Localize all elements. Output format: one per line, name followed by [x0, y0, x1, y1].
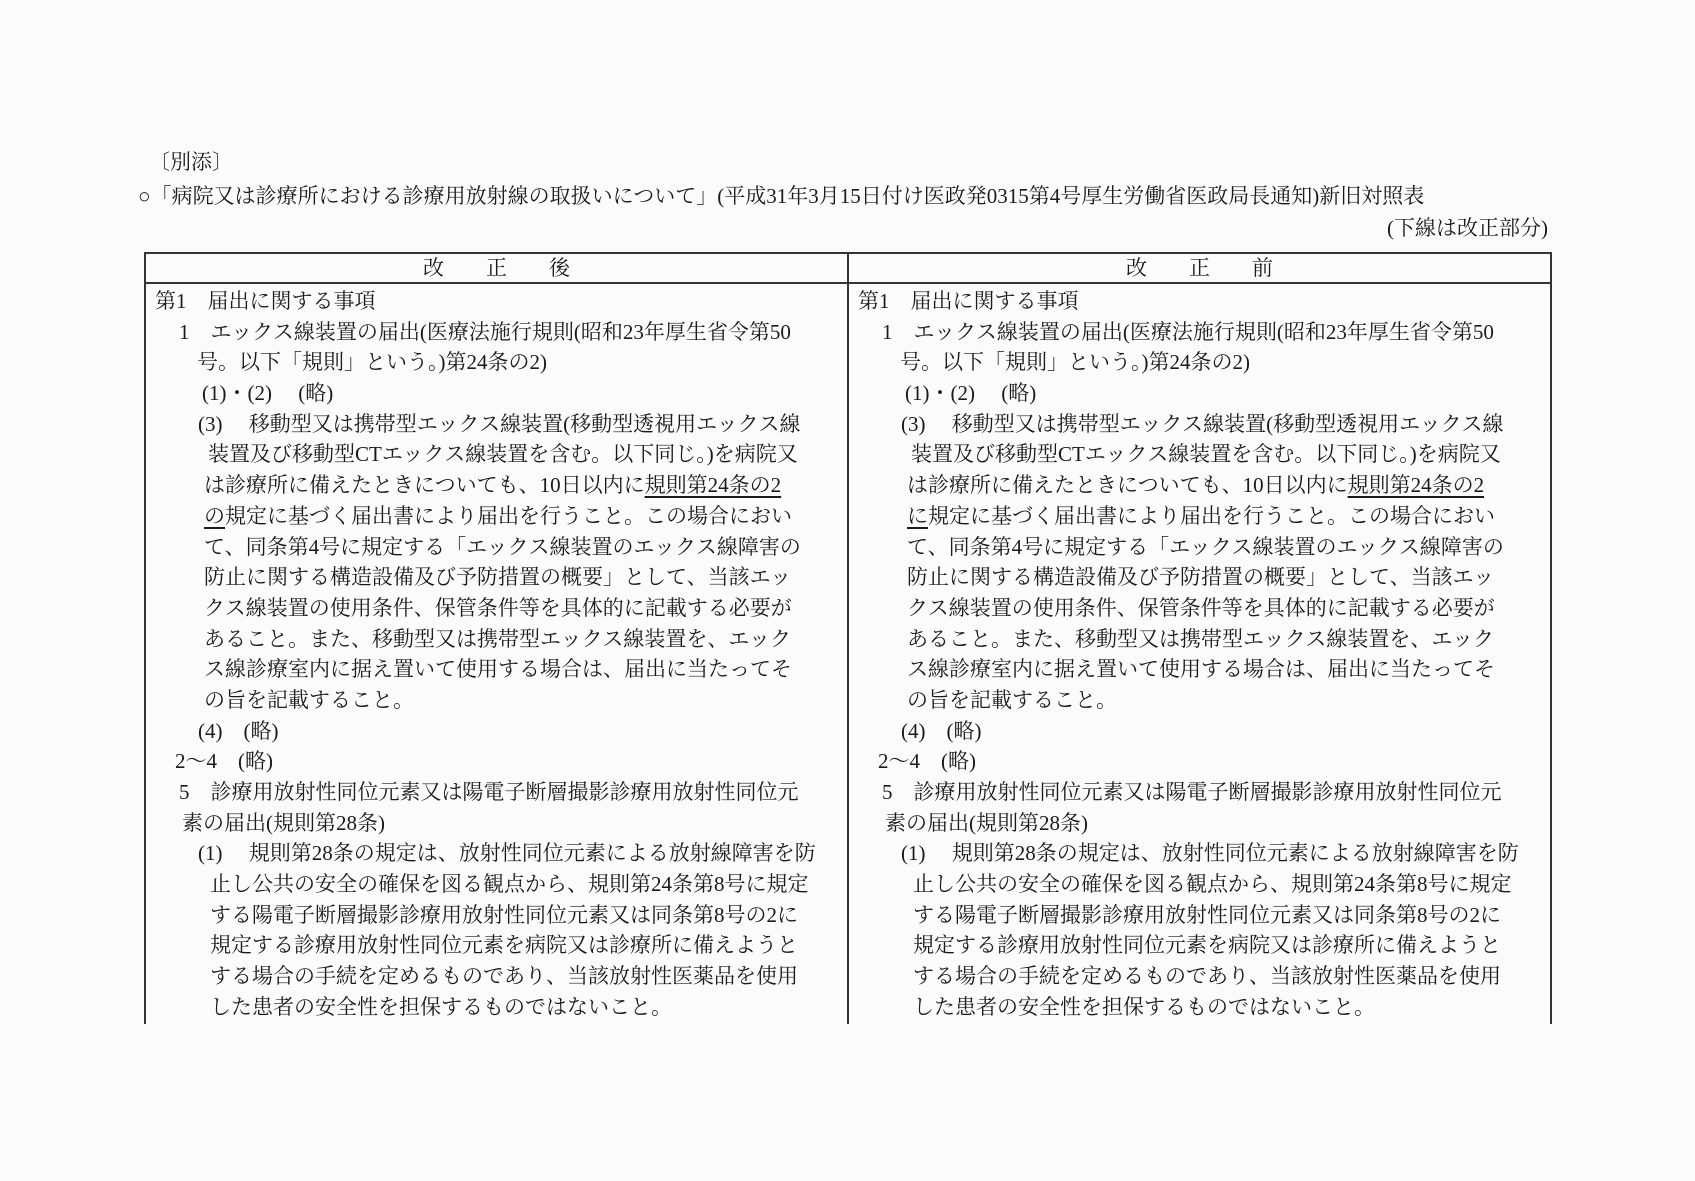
line-text: 規定に基づく届出書により届出を行うこと。この場合におい: [928, 503, 1495, 528]
document-line: [146, 777, 847, 808]
line-text: した患者の安全性を担保するものではないこと。: [210, 994, 672, 1019]
line-text: 2〜4 (略): [878, 749, 976, 774]
document-line: [849, 654, 1550, 685]
document-line: [849, 930, 1550, 961]
line-text: 第1 届出に関する事項: [155, 289, 376, 313]
document-line: [849, 593, 1550, 624]
line-text: する陽電子断層撮影診療用放射性同位元素又は同条第8号の2に: [210, 902, 798, 927]
line-text: (3) 移動型又は携帯型エックス線装置(移動型透視用エックス線: [198, 411, 801, 436]
document-line: [849, 685, 1550, 716]
line-text: て、同条第4号に規定する「エックス線装置のエックス線障害の: [204, 534, 801, 559]
cell-revised-before: [847, 284, 1550, 1024]
document-line: [849, 808, 1550, 839]
line-text: ス線診療室内に据え置いて使用する場合は、届出に当たってそ: [907, 657, 1495, 682]
line-text: (3) 移動型又は携帯型エックス線装置(移動型透視用エックス線: [901, 411, 1504, 436]
line-text: する場合の手続を定めるものであり、当該放射性医薬品を使用: [210, 964, 798, 989]
underline-note: (下線は改正部分): [1387, 216, 1548, 240]
line-text: 装置及び移動型CTエックス線装置を含む。以下同じ。)を病院又: [911, 442, 1501, 467]
document-line: [146, 838, 847, 869]
line-text: 5 診療用放射性同位元素又は陽電子断層撮影診療用放射性同位元: [179, 780, 799, 804]
line-text: クス線装置の使用条件、保管条件等を具体的に記載する必要が: [204, 595, 792, 620]
document-line: [146, 470, 847, 501]
document-line: [146, 286, 847, 317]
document-line: [146, 900, 847, 931]
line-text: (4) (略): [901, 718, 982, 743]
line-text: 1 エックス線装置の届出(医療法施行規則(昭和23年厚生省令第50: [882, 319, 1494, 344]
table-header-row: [146, 254, 1550, 284]
line-text: ス線診療室内に据え置いて使用する場合は、届出に当たってそ: [204, 657, 792, 682]
document-line: [146, 439, 847, 470]
line-text: 止し公共の安全の確保を図る観点から、規則第24条第8号に規定: [913, 872, 1512, 897]
line-text: 素の届出(規則第28条): [885, 810, 1088, 835]
document-line: [146, 317, 847, 348]
table-body-row: [146, 284, 1550, 1024]
document-line: [146, 624, 847, 655]
document-line: [849, 470, 1550, 501]
line-text: 第1 届出に関する事項: [858, 289, 1079, 313]
line-text: あること。また、移動型又は携帯型エックス線装置を、エック: [907, 626, 1494, 651]
document-line: [146, 808, 847, 839]
line-text: (1)・(2) (略): [905, 381, 1037, 406]
document-line: [146, 409, 847, 440]
line-text: あること。また、移動型又は携帯型エックス線装置を、エック: [204, 626, 791, 651]
line-text: 素の届出(規則第28条): [182, 810, 385, 835]
line-text: (1) 規則第28条の規定は、放射性同位元素による放射線障害を防: [198, 841, 816, 866]
document-line: [849, 900, 1550, 931]
document-line: [146, 716, 847, 747]
document-title: ○「病院又は診療所における診療用放射線の取扱いについて」(平成31年3月15日付け医政発0315第4号厚生労働省医政局長通知)新旧対照表: [138, 184, 1425, 208]
document-line: [146, 532, 847, 563]
header-revised-before: 改 正 前: [847, 254, 1550, 282]
document-line: [849, 869, 1550, 900]
document-line: [849, 716, 1550, 747]
line-text: (1)・(2) (略): [202, 381, 334, 406]
document-line: [146, 961, 847, 992]
line-text: 規定に基づく届出書により届出を行うこと。この場合におい: [225, 503, 792, 528]
document-line: [849, 409, 1550, 440]
underlined-revision-text: 規則第24条の2: [1347, 473, 1485, 498]
line-text: クス線装置の使用条件、保管条件等を具体的に記載する必要が: [907, 595, 1495, 620]
document-line: [849, 777, 1550, 808]
line-text: 装置及び移動型CTエックス線装置を含む。以下同じ。)を病院又: [208, 442, 798, 467]
document-line: [849, 501, 1550, 532]
document-line: [146, 685, 847, 716]
document-line: [146, 746, 847, 777]
line-text: 規定する診療用放射性同位元素を病院又は診療所に備えようと: [210, 933, 798, 958]
line-text: する陽電子断層撮影診療用放射性同位元素又は同条第8号の2に: [913, 902, 1501, 927]
attachment-label: 〔別添〕: [149, 150, 233, 174]
line-text: の旨を記載すること。: [907, 687, 1117, 712]
line-text: 5 診療用放射性同位元素又は陽電子断層撮影診療用放射性同位元: [882, 780, 1502, 804]
document-line: [849, 532, 1550, 563]
underlined-revision-text: 規則第24条の2: [644, 473, 782, 498]
underlined-revision-text: に: [907, 503, 928, 528]
document-line: [849, 317, 1550, 348]
document-line: [146, 654, 847, 685]
line-text: の旨を記載すること。: [204, 687, 414, 712]
line-text: する場合の手続を定めるものであり、当該放射性医薬品を使用: [913, 964, 1501, 989]
document-line: [849, 961, 1550, 992]
line-text: 号。以下「規則」という。)第24条の2): [197, 350, 547, 375]
line-text: 防止に関する構造設備及び予防措置の概要」として、当該エッ: [907, 565, 1495, 590]
document-line: [849, 838, 1550, 869]
line-text: (4) (略): [198, 718, 279, 743]
line-text: は診療所に備えたときについても、10日以内に: [907, 473, 1348, 498]
line-text: 規定する診療用放射性同位元素を病院又は診療所に備えようと: [913, 933, 1501, 958]
document-line: [146, 378, 847, 409]
header-revised-after: 改 正 後: [423, 256, 570, 280]
line-text: 止し公共の安全の確保を図る観点から、規則第24条第8号に規定: [210, 872, 809, 897]
document-line: [146, 501, 847, 532]
document-line: [146, 347, 847, 378]
line-text: (1) 規則第28条の規定は、放射性同位元素による放射線障害を防: [901, 841, 1519, 866]
line-text: 2〜4 (略): [175, 749, 273, 774]
document-line: [849, 439, 1550, 470]
cell-revised-after: [146, 284, 847, 1024]
line-text: した患者の安全性を担保するものではないこと。: [913, 994, 1375, 1019]
document-line: [849, 378, 1550, 409]
document-line: [849, 992, 1550, 1023]
document-line: [849, 624, 1550, 655]
comparison-table: [144, 252, 1552, 1024]
line-text: 防止に関する構造設備及び予防措置の概要」として、当該エッ: [204, 565, 792, 590]
document-line: [146, 869, 847, 900]
document-line: [849, 562, 1550, 593]
document-line: [146, 593, 847, 624]
line-text: は診療所に備えたときについても、10日以内に: [204, 473, 645, 498]
line-text: 号。以下「規則」という。)第24条の2): [900, 350, 1250, 375]
underlined-revision-text: の: [204, 503, 225, 528]
document-line: [849, 286, 1550, 317]
document-line: [146, 992, 847, 1023]
document-line: [849, 347, 1550, 378]
line-text: 1 エックス線装置の届出(医療法施行規則(昭和23年厚生省令第50: [179, 319, 791, 344]
line-text: て、同条第4号に規定する「エックス線装置のエックス線障害の: [907, 534, 1504, 559]
document-line: [849, 746, 1550, 777]
document-line: [146, 562, 847, 593]
document-line: [146, 930, 847, 961]
